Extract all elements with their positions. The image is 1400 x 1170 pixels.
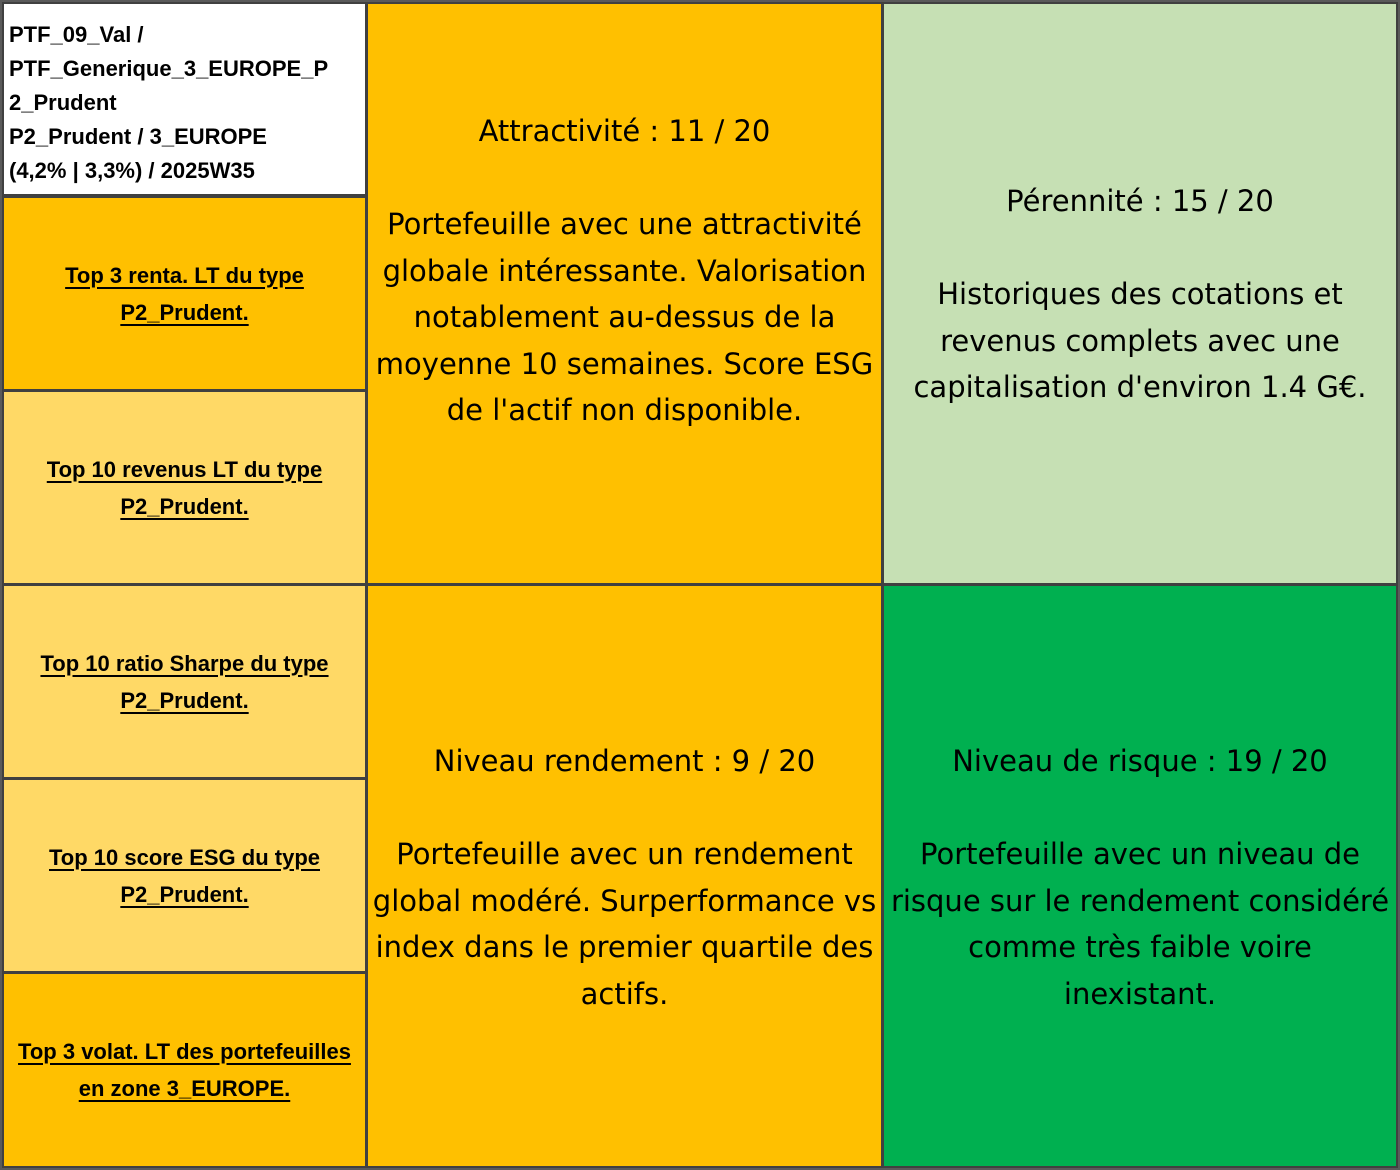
- perennite-cell: [882, 2, 1398, 585]
- header-line: (4,2% | 3,3%) / 2025W35: [9, 158, 255, 183]
- top3-renta-link[interactable]: Top 3 renta. LT du type P2_Prudent.: [65, 262, 304, 325]
- top10-revenus-link[interactable]: Top 10 revenus LT du type P2_Prudent.: [46, 456, 323, 519]
- top3-volat-link[interactable]: Top 3 volat. LT des portefeuilles en zone 3_EUROPE.: [18, 1039, 351, 1101]
- header-line: 2_Prudent: [9, 90, 117, 115]
- link-cell-top10-esg: [2, 778, 367, 973]
- risque-cell: [882, 584, 1398, 1168]
- top10-esg-link[interactable]: Top 10 score ESG du type P2_Prudent.: [49, 844, 320, 907]
- header-line: PTF_09_Val /: [9, 22, 144, 47]
- rendement-cell: [366, 584, 883, 1168]
- link-cell-top10-revenus: [2, 390, 367, 585]
- link-cell-top3-renta: [2, 196, 367, 391]
- attractivite-title: Attractivité : 11 / 20: [478, 114, 771, 148]
- perennite-title: Pérennité : 15 / 20: [1006, 184, 1274, 218]
- attractivite-description: Portefeuille avec une attractivité globale intéressante. Valorisation notablement au-dessus de la moyenne 10 semaines. Score ESG de l'actif non disponible.: [375, 207, 874, 427]
- rendement-title: Niveau rendement : 9 / 20: [433, 744, 816, 778]
- risque-description: Portefeuille avec un niveau de risque sur le rendement considéré comme très faible voire inexistant.: [890, 837, 1390, 1011]
- perennite-description: Historiques des cotations et revenus complets avec une capitalisation d'environ 1.4 G€.: [913, 277, 1367, 404]
- portfolio-header: [2, 2, 367, 196]
- header-line: PTF_Generique_3_EUROPE_P: [9, 56, 329, 81]
- attractivite-cell: [366, 2, 883, 585]
- link-cell-top10-sharpe: [2, 584, 367, 779]
- link-cell-top3-volat: [2, 972, 367, 1168]
- risque-title: Niveau de risque : 19 / 20: [952, 744, 1328, 778]
- header-line: P2_Prudent / 3_EUROPE: [9, 124, 267, 149]
- top10-sharpe-link[interactable]: Top 10 ratio Sharpe du type P2_Prudent.: [40, 650, 329, 713]
- rendement-description: Portefeuille avec un rendement global modéré. Surperformance vs index dans le premier quartile des actifs.: [372, 837, 877, 1011]
